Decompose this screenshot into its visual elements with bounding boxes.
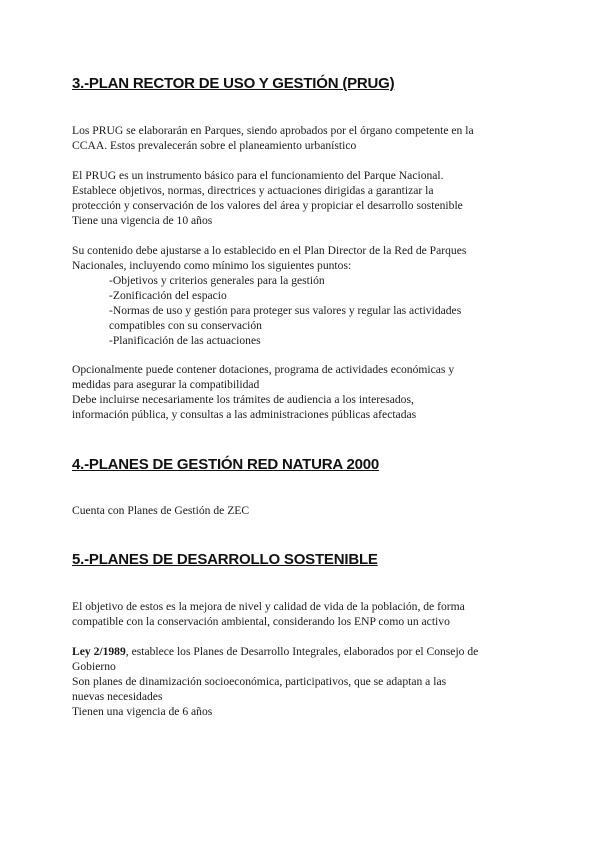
text-line: Su contenido debe ajustarse a lo establecido en el Plan Director de la Red de Parques bbox=[72, 244, 467, 257]
text-line: medidas para asegurar la compatibilidad bbox=[72, 378, 260, 391]
list-item: -Objetivos y criterios generales para la gestión bbox=[109, 274, 325, 287]
text-line: Establece objetivos, normas, directrices y actuaciones dirigidas a garantizar la bbox=[72, 184, 434, 197]
law-description: , establece los Planes de Desarrollo Integrales, elaborados por el Consejo de bbox=[125, 645, 479, 658]
section-4-heading: 4.-PLANES DE GESTIÓN RED NATURA 2000 bbox=[72, 456, 380, 473]
text-line: información pública, y consultas a las administraciones públicas afectadas bbox=[72, 408, 417, 421]
text-line: El PRUG es un instrumento básico para el funcionamiento del Parque Nacional. bbox=[72, 169, 444, 182]
text-line: Los PRUG se elaborarán en Parques, siendo aprobados por el órgano competente en la bbox=[72, 124, 474, 137]
section-3-paragraph-3 bbox=[72, 243, 542, 273]
section-3-heading: 3.-PLAN RECTOR DE USO Y GESTIÓN (PRUG) bbox=[72, 75, 395, 92]
text-line bbox=[72, 644, 542, 659]
list-item: compatibles con su conservación bbox=[109, 319, 262, 332]
section-4-paragraph-1 bbox=[72, 503, 542, 518]
section-5-heading: 5.-PLANES DE DESARROLLO SOSTENIBLE bbox=[72, 551, 378, 568]
list-item: -Planificación de las actuaciones bbox=[109, 334, 261, 347]
text-line: Tiene una vigencia de 10 años bbox=[72, 214, 213, 227]
list-item: -Normas de uso y gestión para proteger sus valores y regular las actividades bbox=[109, 304, 462, 317]
text-line: compatible con la conservación ambiental, considerando los ENP como un activo bbox=[72, 615, 450, 628]
list-item: -Zonificación del espacio bbox=[109, 289, 227, 302]
text-line: El objetivo de estos es la mejora de nivel y calidad de vida de la población, de forma bbox=[72, 600, 465, 613]
text-line: Tienen una vigencia de 6 años bbox=[72, 705, 213, 718]
section-5-paragraph-1 bbox=[72, 599, 542, 629]
section-3-list bbox=[72, 273, 542, 348]
text-line: nuevas necesidades bbox=[72, 690, 163, 703]
text-line: Debe incluirse necesariamente los trámites de audiencia a los interesados, bbox=[72, 393, 414, 406]
section-5-paragraph-2 bbox=[72, 644, 542, 719]
text-line: Nacionales, incluyendo como mínimo los siguientes puntos: bbox=[72, 259, 352, 272]
section-3-paragraph-2 bbox=[72, 168, 542, 228]
text-line: Son planes de dinamización socioeconómica, participativos, que se adaptan a las bbox=[72, 675, 447, 688]
law-reference: Ley 2/1989 bbox=[72, 645, 126, 658]
text-line: CCAA. Estos prevalecerán sobre el planeamiento urbanístico bbox=[72, 139, 357, 152]
text-line: Opcionalmente puede contener dotaciones, programa de actividades económicas y bbox=[72, 363, 455, 376]
text-line: Gobierno bbox=[72, 660, 116, 673]
section-3-paragraph-4 bbox=[72, 362, 542, 422]
section-3-paragraph-1 bbox=[72, 123, 542, 153]
text-line: protección y conservación de los valores del área y propiciar el desarrollo sostenible bbox=[72, 199, 463, 212]
text-line: Cuenta con Planes de Gestión de ZEC bbox=[72, 504, 250, 517]
